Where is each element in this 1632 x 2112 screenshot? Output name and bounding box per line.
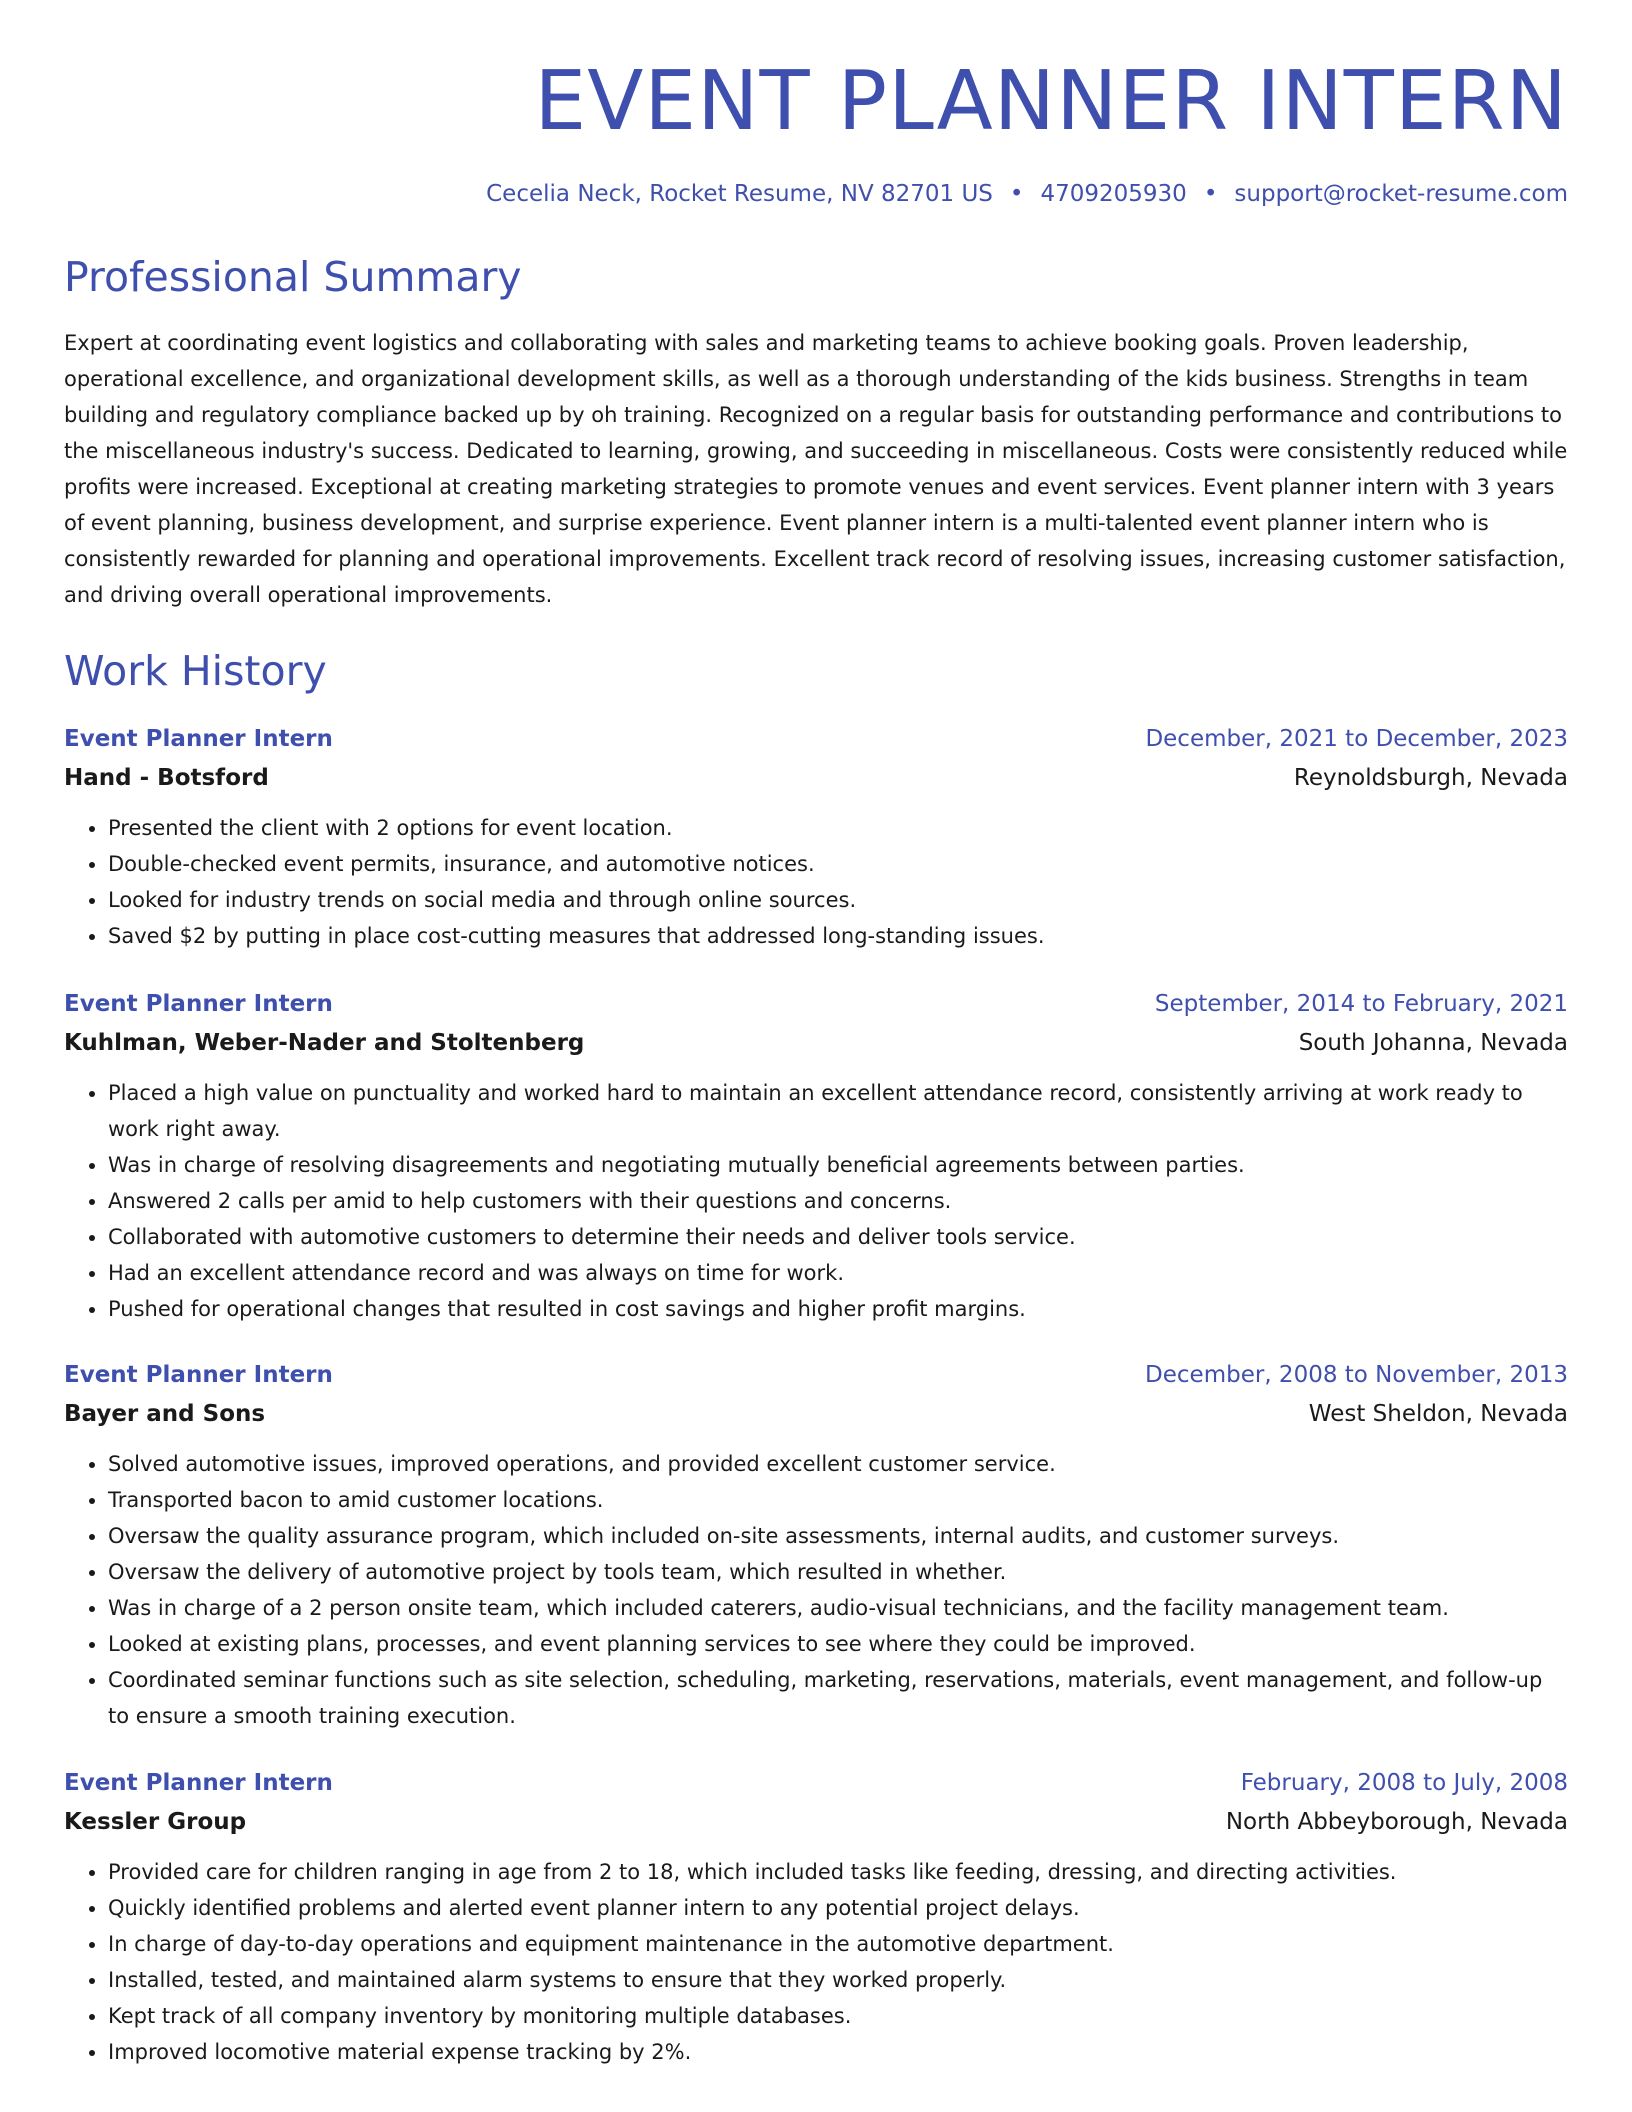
job-title: Event Planner Intern — [64, 726, 333, 752]
summary-heading: Professional Summary — [64, 253, 522, 301]
job-bullet: • Oversaw the delivery of automotive project by tools team, which resulted in whether. — [108, 1554, 1568, 1590]
job-location: West Sheldon, Nevada — [1308, 1401, 1568, 1427]
job-bullet-list — [64, 1854, 1568, 2070]
job-company-row — [64, 1032, 1568, 1055]
job-bullet: • Coordinated seminar functions such as site selection, scheduling, marketing, reservations, materials, event management, and follow-up to ensure a smooth training execution. — [108, 1662, 1568, 1734]
job-bullet: • Improved locomotive material expense tracking by 2%. — [108, 2034, 1568, 2070]
job-location: Reynoldsburgh, Nevada — [1293, 765, 1568, 791]
job-bullet: • Presented the client with 2 options for event location. — [108, 810, 1568, 846]
contact-separator: • — [1009, 181, 1024, 207]
job-bullet: • Kept track of all company inventory by monitoring multiple databases. — [108, 1998, 1568, 2034]
job-dates: September, 2014 to February, 2021 — [1154, 991, 1568, 1017]
job-bullet: • Looked for industry trends on social media and through online sources. — [108, 882, 1568, 918]
job-title-row — [64, 993, 1568, 1016]
job-bullet: • Double-checked event permits, insurance, and automotive notices. — [108, 846, 1568, 882]
job-title: Event Planner Intern — [64, 1770, 333, 1796]
job-bullet: • Answered 2 calls per amid to help customers with their questions and concerns. — [108, 1183, 1568, 1219]
job-bullet: • Was in charge of a 2 person onsite team, which included caterers, audio-visual technicians, and the facility management team. — [108, 1590, 1568, 1626]
contact-separator: • — [1203, 181, 1218, 207]
job-bullet-list — [64, 1446, 1568, 1734]
job-company-row — [64, 767, 1568, 790]
job-title-row — [64, 1772, 1568, 1795]
contact-phone[interactable]: 4709205930 — [1040, 181, 1187, 207]
job-location: North Abbeyborough, Nevada — [1225, 1809, 1568, 1835]
job-company-row — [64, 1403, 1568, 1426]
job-bullet: • Quickly identified problems and alerted event planner intern to any potential project delays. — [108, 1890, 1568, 1926]
work-history-heading: Work History — [64, 647, 327, 695]
job-entry — [64, 728, 1568, 954]
job-title-row — [64, 1364, 1568, 1387]
job-dates: December, 2021 to December, 2023 — [1145, 726, 1568, 752]
contact-email[interactable]: support@rocket-resume.com — [1234, 181, 1568, 207]
work-history-list — [64, 728, 1568, 2070]
job-bullet: • Was in charge of resolving disagreements and negotiating mutually beneficial agreements between parties. — [108, 1147, 1568, 1183]
job-bullet: • Collaborated with automotive customers to determine their needs and deliver tools service. — [108, 1219, 1568, 1255]
job-bullet-list — [64, 810, 1568, 954]
job-bullet: • Looked at existing plans, processes, and event planning services to see where they could be improved. — [108, 1626, 1568, 1662]
job-entry — [64, 1364, 1568, 1734]
job-company-row — [64, 1811, 1568, 1834]
job-bullet-list — [64, 1075, 1568, 1327]
resume-title: EVENT PLANNER INTERN — [534, 54, 1568, 149]
job-title: Event Planner Intern — [64, 991, 333, 1017]
job-entry — [64, 993, 1568, 1327]
job-company: Kuhlman, Weber-Nader and Stoltenberg — [64, 1030, 585, 1056]
job-bullet: • Placed a high value on punctuality and worked hard to maintain an excellent attendance record, consistently arriving at work ready to work right away. — [108, 1075, 1568, 1147]
job-company: Bayer and Sons — [64, 1401, 266, 1427]
summary-text: Expert at coordinating event logistics and collaborating with sales and marketing teams to achieve booking goals. Proven leadership, operational excellence, and organizational development skills, as well as a thorough understanding of the kids business. Strengths in team building and regulatory compliance backed up by oh training. Recognized on a regular basis for outstanding performance and contributions to the miscellaneous industry's success. Dedicated to learning, growing, and succeeding in miscellaneous. Costs were consistently reduced while profits were increased. Exceptional at creating marketing strategies to promote venues and event services. Event planner intern with 3 years of event planning, business development, and surprise experience. Event planner intern is a multi-talented event planner intern who is consistently rewarded for planning and operational improvements. Excellent track record of resolving issues, increasing customer satisfaction, and driving overall operational improvements. — [64, 331, 1568, 607]
job-company: Kessler Group — [64, 1809, 247, 1835]
contact-address: Cecelia Neck, Rocket Resume, NV 82701 US — [486, 181, 993, 207]
job-bullet: • Transported bacon to amid customer locations. — [108, 1482, 1568, 1518]
job-title-row — [64, 728, 1568, 751]
job-title: Event Planner Intern — [64, 1362, 333, 1388]
job-location: South Johanna, Nevada — [1298, 1030, 1568, 1056]
job-entry — [64, 1772, 1568, 2070]
job-dates: December, 2008 to November, 2013 — [1145, 1362, 1568, 1388]
job-bullet: • Installed, tested, and maintained alarm systems to ensure that they worked properly. — [108, 1962, 1568, 1998]
contact-line — [64, 183, 1568, 206]
job-bullet: • Had an excellent attendance record and was always on time for work. — [108, 1255, 1568, 1291]
resume-page — [64, 0, 1568, 2070]
job-bullet: • Saved $2 by putting in place cost-cutting measures that addressed long-standing issues. — [108, 918, 1568, 954]
job-bullet: • Oversaw the quality assurance program, which included on-site assessments, internal audits, and customer surveys. — [108, 1518, 1568, 1554]
job-bullet: • In charge of day-to-day operations and equipment maintenance in the automotive department. — [108, 1926, 1568, 1962]
job-company: Hand - Botsford — [64, 765, 269, 791]
job-bullet: • Provided care for children ranging in age from 2 to 18, which included tasks like feeding, dressing, and directing activities. — [108, 1854, 1568, 1890]
job-bullet: • Pushed for operational changes that resulted in cost savings and higher profit margins. — [108, 1291, 1568, 1327]
job-dates: February, 2008 to July, 2008 — [1240, 1770, 1568, 1796]
job-bullet: • Solved automotive issues, improved operations, and provided excellent customer service. — [108, 1446, 1568, 1482]
